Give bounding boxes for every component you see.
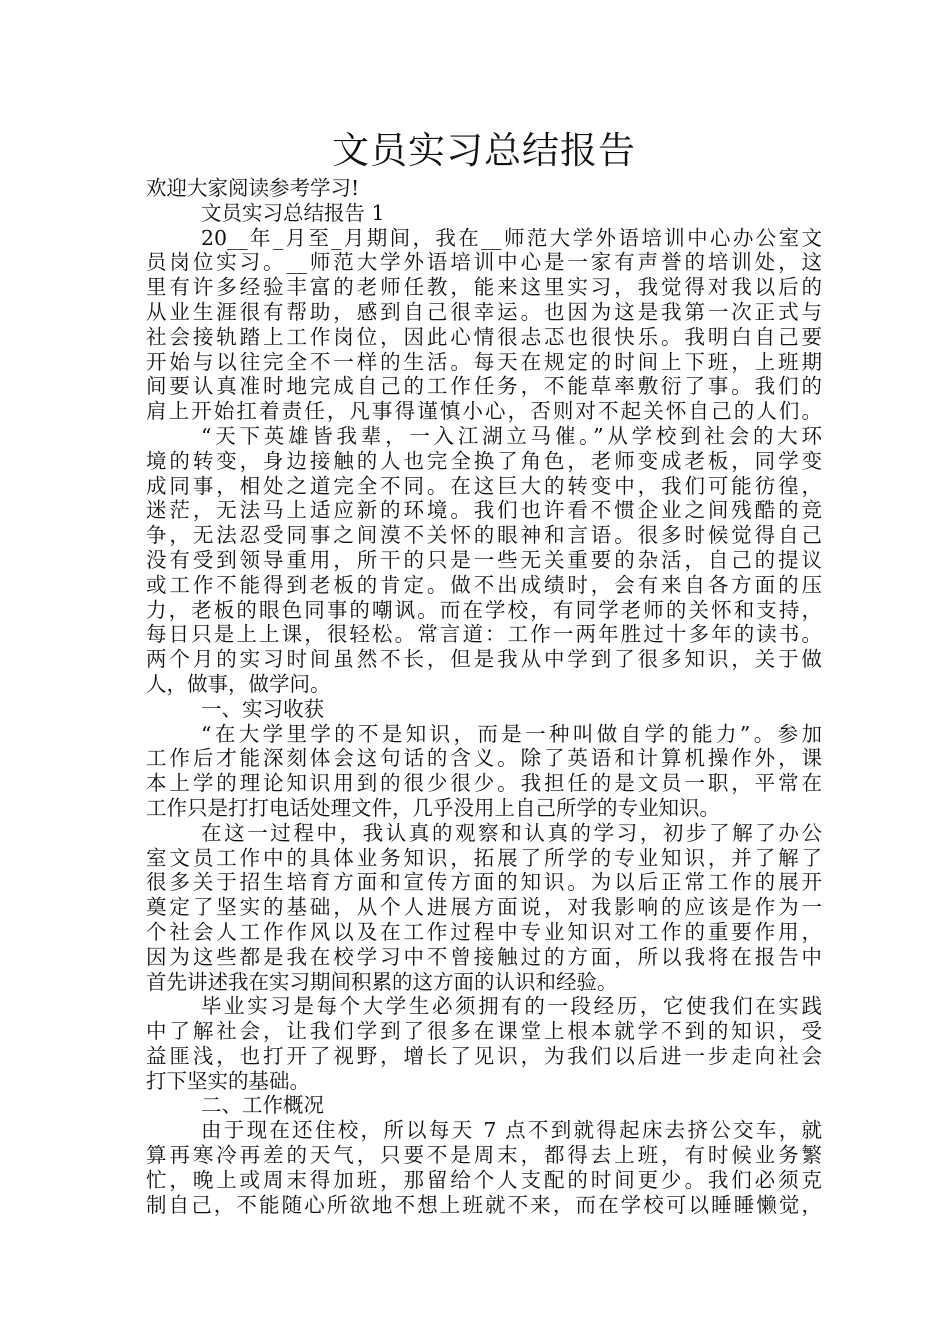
body-text-line: 工作只是打打电话处理文件，几乎没用上自己所学的专业知识。 [146, 795, 720, 820]
body-text-line: 两个月的实习时间虽然不长，但是我从中学到了很多知识，关于做 [146, 647, 822, 672]
body-text-line: 间要认真准时地完成自己的工作任务，不能草率敷衍了事。我们的 [146, 374, 822, 399]
body-text-line: “在大学里学的不是知识，而是一种叫做自学的能力”。参加 [201, 721, 822, 746]
document-page [146, 128, 822, 1217]
body-text-line: 首先讲述我在实习期间积累的这方面的认识和经验。 [146, 969, 618, 994]
body-text-line: 从业生涯很有帮助，感到自己很幸运。也因为这是我第一次正式与 [146, 299, 822, 324]
body-text-line: 一、实习收获 [201, 696, 324, 721]
body-text-line: 算再寒冷再差的天气，只要不是周末，都得去上班，有时候业务繁 [146, 1143, 822, 1168]
body-text-line: 开始与以往完全不一样的生活。每天在规定的时间上下班，上班期 [146, 349, 822, 374]
body-text-line: 很多关于招生培育方面和宣传方面的知识。为以后正常工作的展开 [146, 870, 822, 895]
body-text-line: 20__年_月至_月期间，我在__师范大学外语培训中心办公室文 [201, 225, 822, 250]
body-text-line: 工作后才能深刻体会这句话的含义。除了英语和计算机操作外，课 [146, 746, 822, 771]
body-text-line: 室文员工作中的具体业务知识，拓展了所学的专业知识，并了解了 [146, 845, 822, 870]
body-text-line: 力，老板的眼色同事的嘲讽。而在学校，有同学老师的关怀和支持， [146, 597, 822, 622]
intro-line: 欢迎大家阅读参考学习! [146, 176, 360, 200]
document-title: 文员实习总结报告 [332, 129, 636, 172]
body-text-line: 本上学的理论知识用到的很少很少。我担任的是文员一职，平常在 [146, 771, 822, 796]
document-body [146, 201, 822, 1218]
body-text-line: “天下英雄皆我辈，一入江湖立马催。”从学校到社会的大环 [201, 423, 822, 448]
body-text-line: 迷茫，无法马上适应新的环境。我们也许看不惯企业之间残酷的竞 [146, 498, 822, 523]
body-text-line: 里有许多经验丰富的老师任教，能来这里实习，我觉得对我以后的 [146, 275, 822, 300]
body-text-line: 制自己，不能随心所欲地不想上班就不来，而在学校可以睡睡懒觉， [146, 1192, 822, 1217]
body-text-line: 成同事，相处之道完全不同。在这巨大的转变中，我们可能彷徨， [146, 473, 822, 498]
body-text-line: 每日只是上上课，很轻松。常言道：工作一两年胜过十多年的读书。 [146, 622, 822, 647]
body-text-line: 二、工作概况 [201, 1093, 324, 1118]
body-text-line: 在这一过程中，我认真的观察和认真的学习，初步了解了办公 [201, 820, 822, 845]
body-text-line: 益匪浅，也打开了视野，增长了见识，为我们以后进一步走向社会 [146, 1043, 822, 1068]
body-text-line: 没有受到领导重用，所干的只是一些无关重要的杂活，自己的提议 [146, 547, 822, 572]
body-text-line: 由于现在还住校，所以每天 7 点不到就得起床去挤公交车，就 [201, 1118, 822, 1143]
body-text-line: 忙，晚上或周末得加班，那留给个人支配的时间更少。我们必须克 [146, 1167, 822, 1192]
body-text-line: 社会接轨踏上工作岗位，因此心情很忐忑也很快乐。我明白自己要 [146, 324, 822, 349]
body-text-line: 肩上开始扛着责任，凡事得谨慎小心，否则对不起关怀自己的人们。 [146, 399, 822, 424]
body-text-line: 境的转变，身边接触的人也完全换了角色，老师变成老板，同学变 [146, 448, 822, 473]
body-text-line: 或工作不能得到老板的肯定。做不出成绩时，会有来自各方面的压 [146, 572, 822, 597]
body-text-line: 文员实习总结报告 1 [201, 200, 385, 225]
body-text-line: 中了解社会，让我们学到了很多在课堂上根本就学不到的知识，受 [146, 1019, 822, 1044]
body-text-line: 打下坚实的基础。 [146, 1068, 310, 1093]
body-text-line: 个社会人工作作风以及在工作过程中专业知识对工作的重要作用， [146, 919, 822, 944]
body-text-line: 因为这些都是我在校学习中不曾接触过的方面，所以我将在报告中 [146, 944, 822, 969]
body-text-line: 员岗位实习。__师范大学外语培训中心是一家有声誉的培训处，这 [146, 250, 822, 275]
body-text-line: 人，做事，做学问。 [146, 671, 331, 696]
body-text-line: 争，无法忍受同事之间漠不关怀的眼神和言语。很多时候觉得自己 [146, 523, 822, 548]
body-text-line: 毕业实习是每个大学生必须拥有的一段经历，它使我们在实践 [201, 994, 822, 1019]
body-text-line: 奠定了坚实的基础，从个人进展方面说，对我影响的应该是作为一 [146, 895, 822, 920]
